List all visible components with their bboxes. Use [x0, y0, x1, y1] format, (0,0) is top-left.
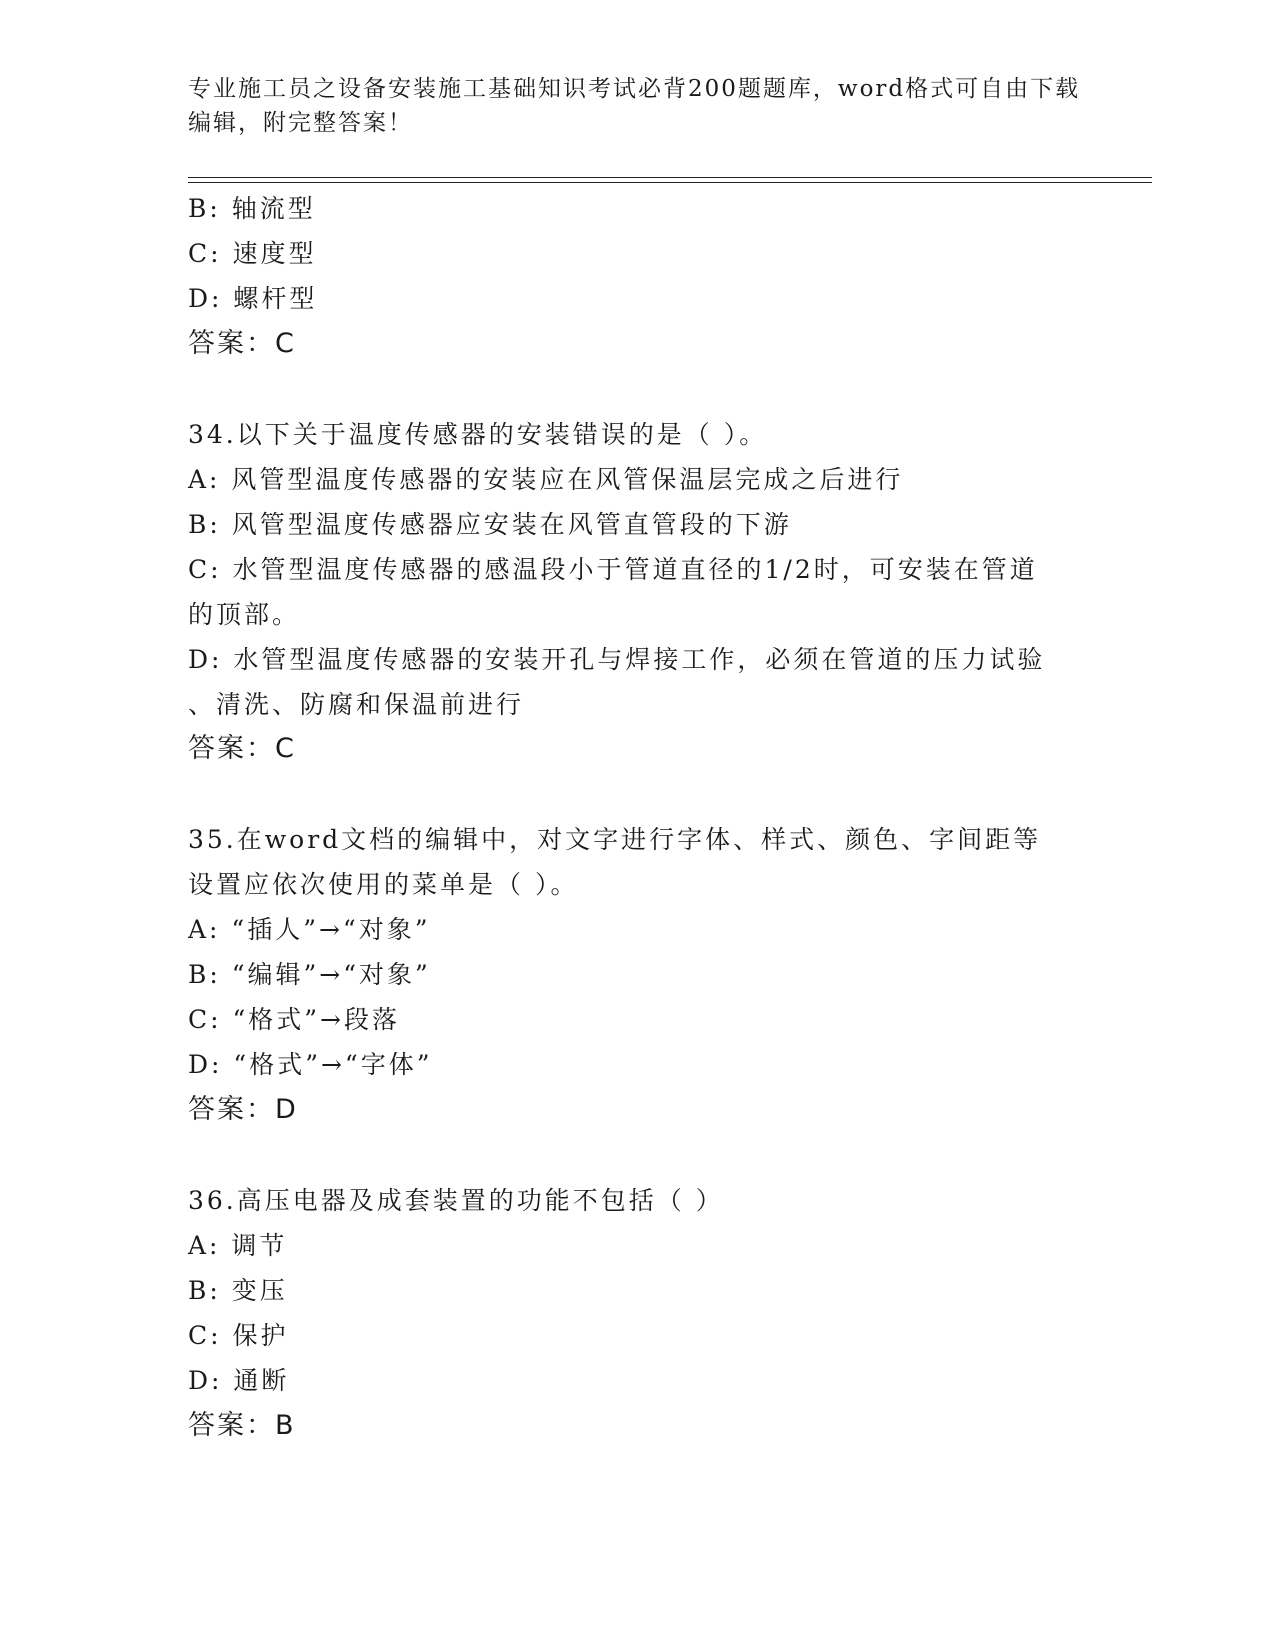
q33-option-d: D: 螺杆型: [188, 284, 318, 313]
document-header-title: 专业施工员之设备安装施工基础知识考试必背200题题库，word格式可自由下载 编辑，附完整答案！: [188, 76, 1081, 136]
q34-option-d-line2: 、清洗、防腐和保温前进行: [188, 690, 525, 719]
q34-option-a: A: 风管型温度传感器的安装应在风管保温层完成之后进行: [188, 465, 904, 494]
q33-answer: 答案：C: [188, 328, 296, 359]
q36-stem: 36.高压电器及成套装置的功能不包括（ ）: [188, 1186, 724, 1215]
q35-option-a: A: “插人”→“对象”: [188, 915, 431, 944]
q36-option-c: C: 保护: [188, 1321, 289, 1350]
q34-option-c-line1: C: 水管型温度传感器的感温段小于管道直径的1/2时，可安装在管道: [188, 555, 1038, 584]
q34-stem: 34.以下关于温度传感器的安装错误的是（ ）。: [188, 420, 768, 449]
header-divider-top: [188, 177, 1152, 178]
header-divider-bottom: [188, 182, 1152, 183]
q36-option-b: B: 变压: [188, 1276, 288, 1305]
q33-option-c: C: 速度型: [188, 239, 317, 268]
q35-stem-line2: 设置应依次使用的菜单是（ ）。: [188, 870, 579, 899]
q36-option-a: A: 调节: [188, 1231, 288, 1260]
q36-option-d: D: 通断: [188, 1366, 290, 1395]
q35-stem-line1: 35.在word文档的编辑中，对文字进行字体、样式、颜色、字间距等: [188, 825, 1042, 854]
q34-option-b: B: 风管型温度传感器应安装在风管直管段的下游: [188, 510, 792, 539]
q35-option-c: C: “格式”→段落: [188, 1005, 401, 1034]
q35-option-b: B: “编辑”→“对象”: [188, 960, 431, 989]
q36-answer: 答案：B: [188, 1410, 296, 1441]
q34-option-c-line2: 的顶部。: [188, 600, 301, 629]
q34-option-d-line1: D: 水管型温度传感器的安装开孔与焊接工作，必须在管道的压力试验: [188, 645, 1046, 674]
q35-answer: 答案：D: [188, 1094, 298, 1125]
q33-option-b: B: 轴流型: [188, 194, 316, 223]
q35-option-d: D: “格式”→“字体”: [188, 1050, 433, 1079]
q34-answer: 答案：C: [188, 733, 296, 764]
